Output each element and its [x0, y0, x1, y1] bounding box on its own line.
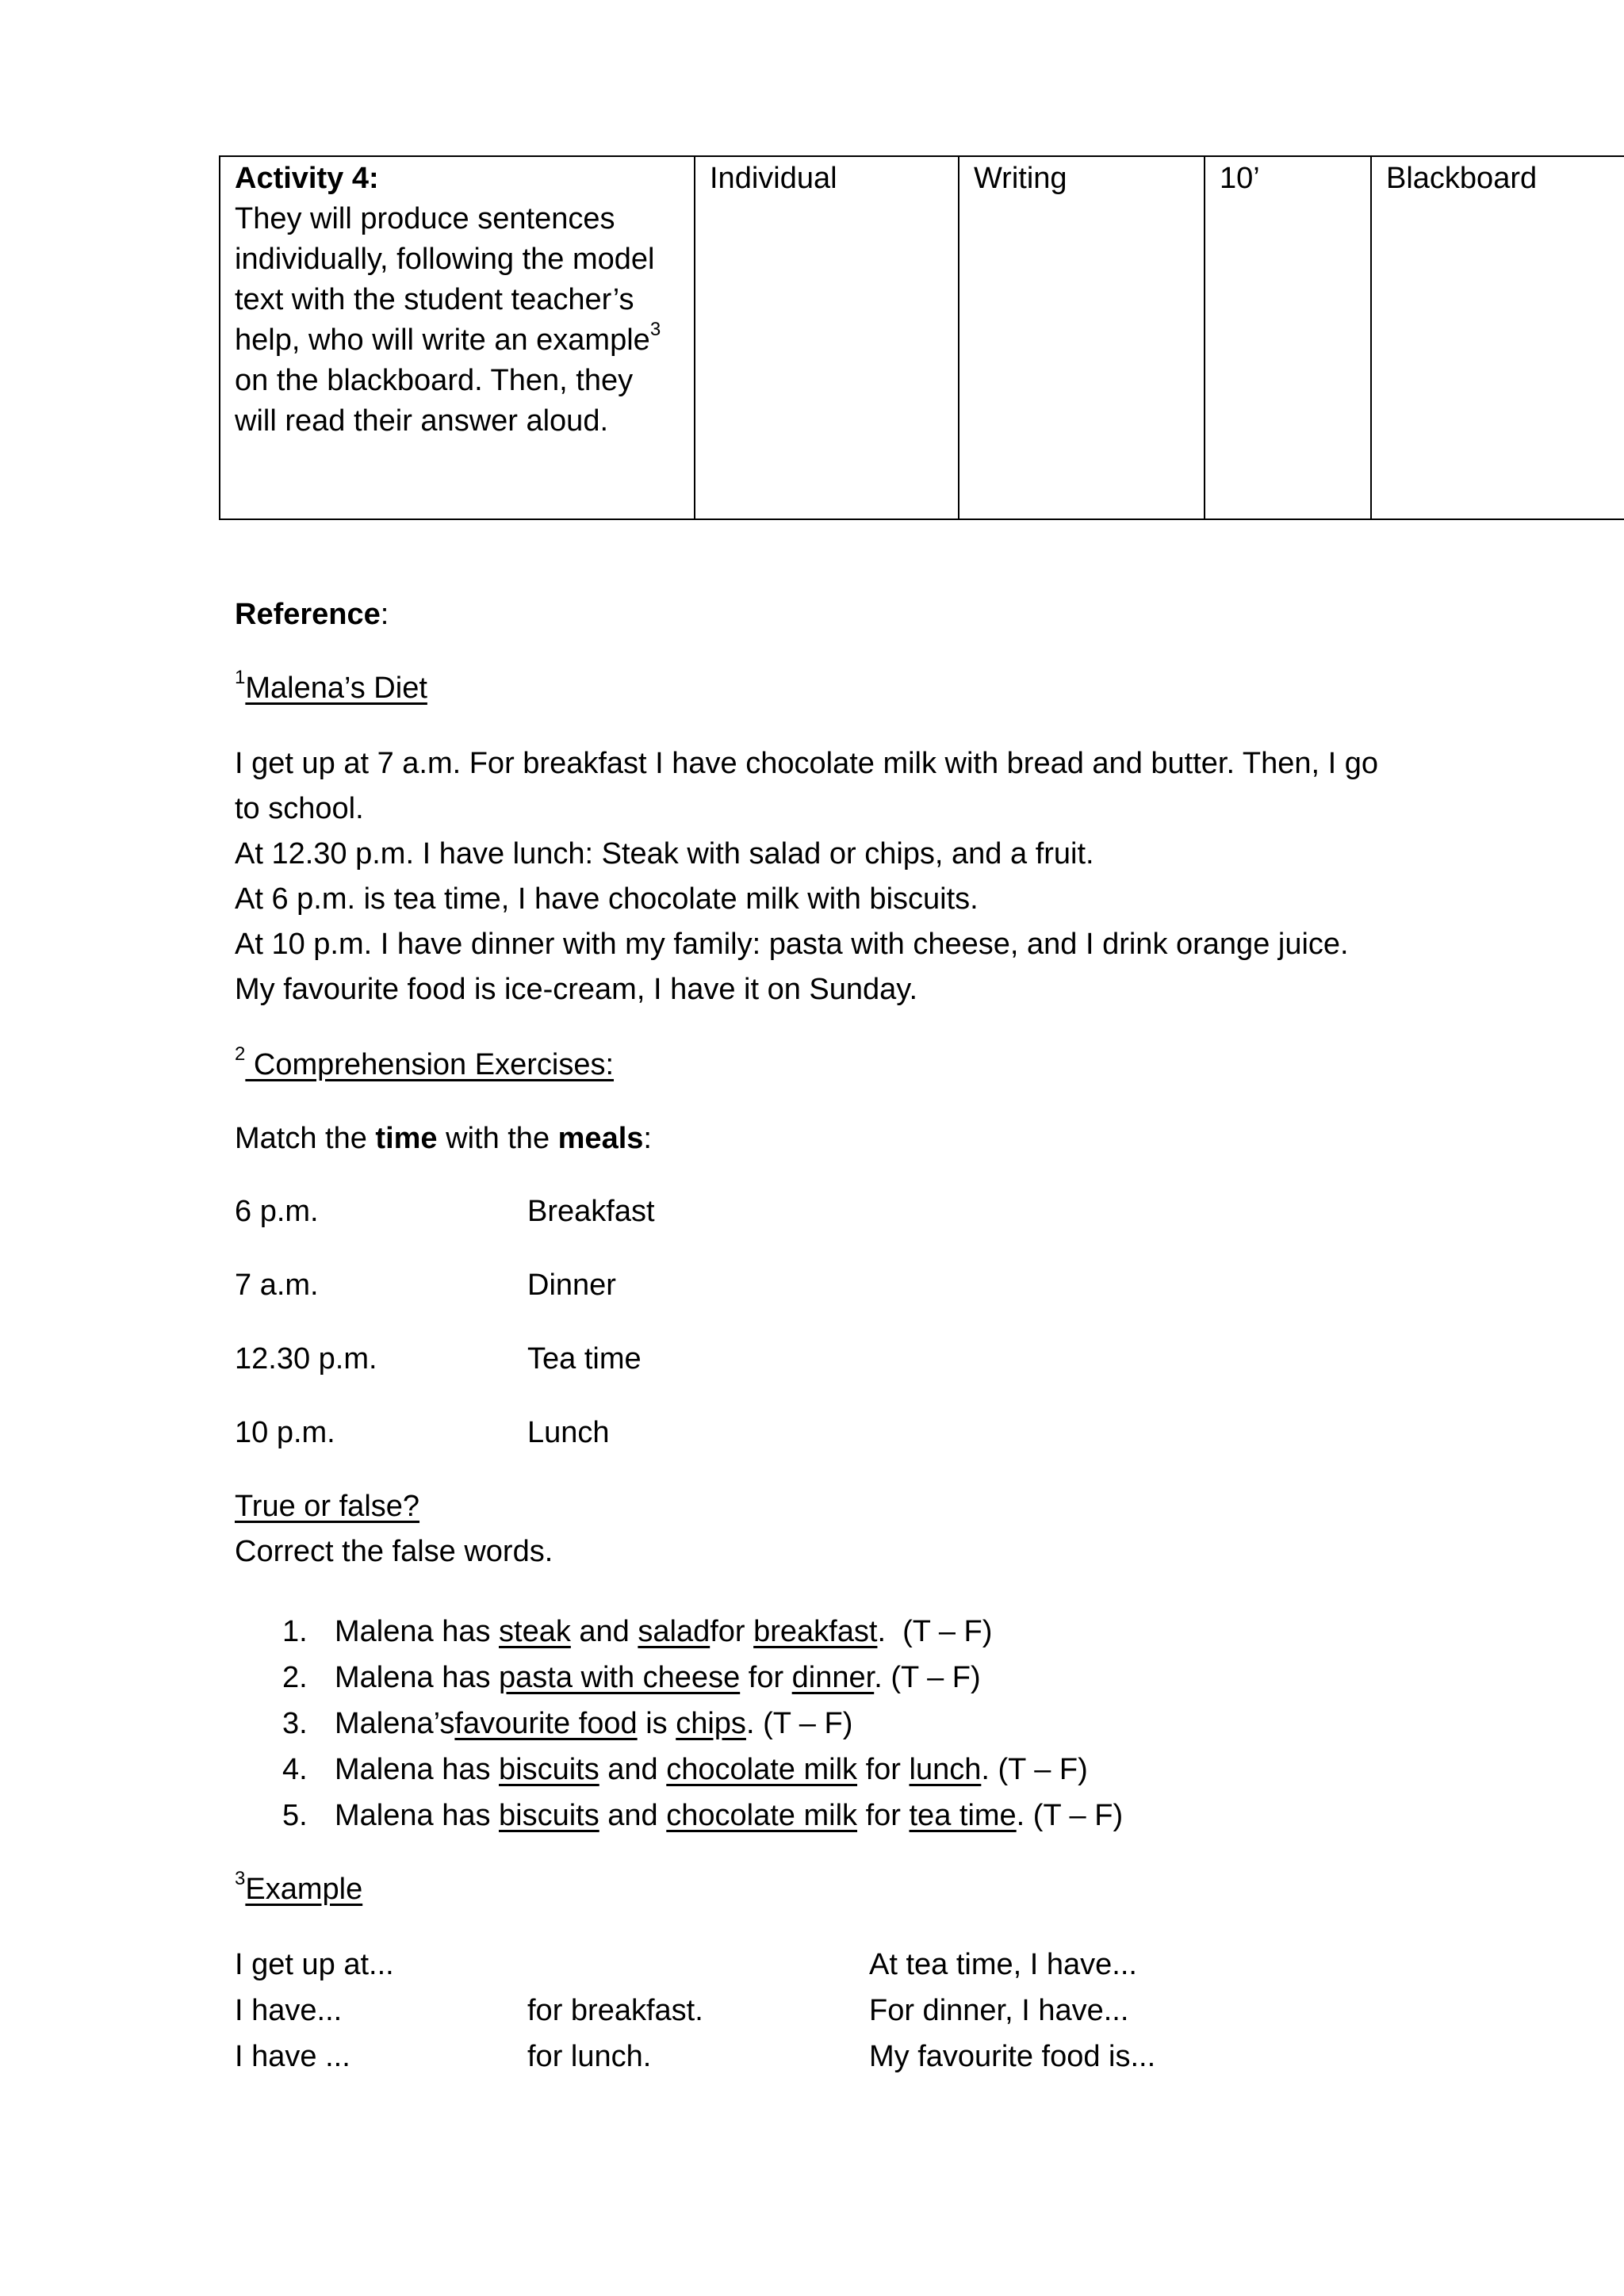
interaction-cell: Individual — [695, 156, 959, 519]
activity-description-end: on the blackboard. Then, they will read their answer aloud. — [235, 364, 634, 438]
list-item: 4. Malena has biscuits and chocolate milk for lunch. (T – F) — [282, 1753, 1088, 1786]
list-item: 2. Malena has pasta with cheese for dinner. (T – F) — [282, 1661, 981, 1694]
match-meal: Lunch — [527, 1416, 610, 1449]
match-time: 12.30 p.m. — [235, 1342, 377, 1376]
match-meal: Breakfast — [527, 1195, 655, 1228]
resource-cell: Blackboard — [1371, 156, 1624, 519]
comprehension-title: $^2$ Comprehension Exercises: — [235, 1043, 615, 1081]
footnote-ref: 3 — [649, 319, 661, 340]
reference-heading: Reference: — [235, 598, 389, 631]
text-line: At 6 p.m. is tea time, I have chocolate milk with biscuits. — [235, 882, 979, 916]
example-sentences — [235, 1942, 1266, 2080]
true-false-list — [235, 1609, 1123, 1839]
text-line: At 12.30 p.m. I have lunch: Steak with salad or chips, and a fruit. — [235, 837, 1094, 871]
text-line: At 10 p.m. I have dinner with my family: pasta with cheese, and I drink orange juice. — [235, 928, 1349, 961]
activity-description: They will produce sentences individually, following the model text with the student teacher’s help, who will write an example — [235, 202, 655, 357]
example-title: $^3$Example — [235, 1868, 363, 1906]
match-meal: Dinner — [527, 1269, 616, 1302]
activity-table — [219, 155, 1624, 520]
time-cell: 10’ — [1205, 156, 1371, 519]
match-time: 6 p.m. — [235, 1195, 319, 1228]
match-meal: Tea time — [527, 1342, 642, 1376]
activity-title: Activity 4: — [235, 162, 379, 195]
true-false-instruction: Correct the false words. — [235, 1535, 553, 1568]
true-false-title: True or false? — [235, 1490, 420, 1523]
list-item: 3. Malena’sfavourite food is chips. (T – F) — [282, 1707, 853, 1740]
example-row: I get up at... At tea time, I have... — [235, 1948, 1137, 1981]
activity-description-cell — [220, 156, 695, 519]
list-item: 5. Malena has biscuits and chocolate milk for tea time. (T – F) — [282, 1799, 1124, 1832]
text-title: $^1$Malena’s Diet — [235, 667, 427, 705]
example-row: I have... for breakfast. For dinner, I have... — [235, 1994, 1129, 2027]
text-line: I get up at 7 a.m. For breakfast I have chocolate milk with bread and butter. Then, I go — [235, 747, 1378, 780]
model-text — [235, 741, 1503, 1012]
activity-row — [220, 156, 1624, 519]
text-line: to school. — [235, 792, 364, 825]
match-time: 10 p.m. — [235, 1416, 335, 1449]
match-time: 7 a.m. — [235, 1269, 319, 1302]
list-item: 1. Malena has steak and saladfor breakfast. (T – F) — [282, 1615, 993, 1648]
skill-cell: Writing — [959, 156, 1205, 519]
text-line: My favourite food is ice-cream, I have it on Sunday. — [235, 973, 918, 1006]
example-row: I have ... for lunch. My favourite food is... — [235, 2040, 1156, 2073]
true-false-heading — [235, 1484, 553, 1575]
match-instruction: Match the time with the meals: — [235, 1122, 652, 1155]
